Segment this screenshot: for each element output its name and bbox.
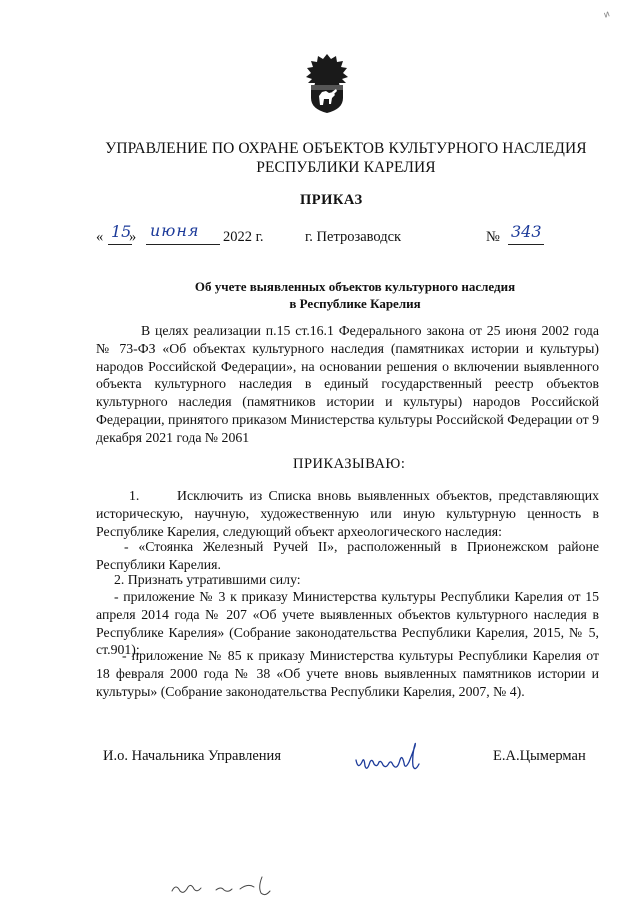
signatory-role: И.о. Начальника Управления	[103, 748, 281, 764]
date-quote-close: »	[129, 229, 137, 245]
handwritten-signature	[353, 736, 433, 776]
city-name: г. Петрозаводск	[305, 229, 402, 245]
handwritten-scrawl	[166, 869, 276, 899]
day-underline	[108, 244, 132, 245]
corner-mark: и	[602, 9, 612, 21]
item2-heading: 2. Признать утратившими силу:	[114, 572, 301, 587]
preamble-paragraph: В целях реализации п.15 ст.16.1 Федерального закона от 25 июня 2002 года № 73-ФЗ «Об объектах культурного наследия (памятниках истории и культуры) народов Российской Федерации», на основании решения о включении выявленного объекта культурного наследия в единый государственный реестр объектов культурного наследия (памятников истории и культуры) народов Российской Федерации, принятого приказом Министерства культуры Российской Федерации от 9 декабря 2021 года № 2061	[96, 323, 599, 445]
decree-heading: ПРИКАЗЫВАЮ:	[293, 456, 406, 472]
item1-paragraph	[96, 487, 599, 540]
subject-line1: Об учете выявленных объектов культурного наследия	[194, 279, 516, 294]
subject-line2: в Республике Карелия	[289, 296, 421, 311]
number-underline	[508, 244, 544, 245]
organization-name-line2: РЕСПУБЛИКИ КАРЕЛИЯ	[256, 159, 436, 176]
coat-of-arms-emblem	[302, 52, 352, 114]
order-number-handwritten: 343	[511, 222, 542, 241]
order-number-label: №	[486, 229, 500, 245]
date-year: 2022 г.	[223, 229, 264, 245]
month-underline	[146, 244, 220, 245]
signatory-name: Е.А.Цымерман	[493, 748, 586, 764]
date-month-handwritten: июня	[150, 221, 200, 240]
document-type-title: ПРИКАЗ	[300, 192, 363, 208]
item2-subitem-b: - приложение № 85 к приказу Министерства культуры Республики Карелия от 18 февраля 2000 года № 38 «Об учете вновь выявленных памятников истории и культуры» (Собрание законодательства Республики Карелия, 2007, № 4).	[96, 648, 599, 699]
organization-name-line1: УПРАВЛЕНИЕ ПО ОХРАНЕ ОБЪЕКТОВ КУЛЬТУРНОГО НАСЛЕДИЯ	[105, 140, 587, 157]
item1-number: 1.	[129, 488, 140, 503]
item2-subitem-a: - приложение № 3 к приказу Министерства культуры Республики Карелия от 15 апреля 2014 года № 207 «Об учете выявленных объектов культурного наследия в Республике Карелия» (Собрание законодательства Республики Карелия, 2015, № 5, ст.901);	[96, 589, 599, 658]
item1-text: Исключить из Списка вновь выявленных объектов, представляющих историческую, научную, художественную или иную культурную ценность в Республике Карелия, следующий объект археологического наследия:	[96, 488, 599, 539]
item1-subitem: - «Стоянка Железный Ручей II», расположенный в Прионежском районе Республики Карелия.	[96, 539, 599, 572]
date-day-handwritten: 15	[111, 222, 132, 241]
date-quote-open: «	[96, 229, 104, 245]
